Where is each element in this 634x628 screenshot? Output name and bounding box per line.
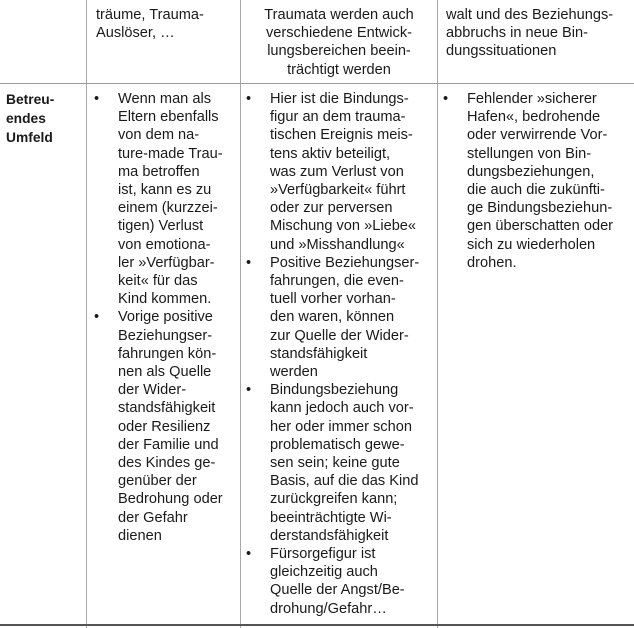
col1-list	[94, 90, 239, 545]
header-text: dungssituationen	[446, 43, 557, 60]
row-label	[6, 90, 54, 147]
header-text: lungsbereichen beein-	[267, 43, 411, 60]
list-item: • Fürsorgefigur ist gleichzeitig auch Quelle der Angst/Be- drohung/Gefahr…	[246, 546, 405, 617]
header-cell-col3	[446, 6, 613, 61]
bullet-icon: •	[443, 91, 449, 107]
row-divider	[0, 83, 634, 84]
bullet-icon: •	[246, 254, 252, 271]
header-cell-col1	[96, 6, 204, 42]
header-text: walt und des Beziehungs-	[446, 7, 614, 23]
bullet-icon: •	[246, 546, 252, 563]
bullet-icon: •	[94, 91, 100, 107]
list-item: • Positive Beziehungser- fahrungen, die even- tuell vorher vorhan- den waren, können zur Quelle der Wider- standsfähigkeit werden	[246, 254, 420, 381]
bullet-icon: •	[94, 309, 100, 326]
row-label-text: Umfeld	[6, 130, 53, 145]
bullet-icon: •	[246, 91, 252, 107]
list-item: • Fehlender »sicherer Hafen«, bedrohende oder verwirrende Vor- stellungen von Bin- dungsbeziehungen, die auch die zukünfti- ge Bindungsbeziehun- gen überschatten oder sich zu wiederholen drohen.	[443, 91, 614, 271]
list-item: • Vorige positive Beziehungser- fahrungen kön- nen als Quelle der Wider- standsfähigkeit oder Resilienz der Familie und des Kindes ge- genüber der Bedrohung oder der Gefahr dienen	[94, 309, 223, 544]
column-divider	[86, 0, 87, 628]
column-divider	[437, 0, 438, 628]
header-cell-col2	[249, 6, 429, 79]
header-text: trächtigt werden	[287, 61, 391, 78]
header-text: Auslöser, …	[96, 25, 175, 42]
bullet-icon: •	[246, 382, 252, 399]
table-bottom-rule	[0, 624, 634, 626]
header-text: abbruchs in neue Bin-	[446, 25, 588, 42]
row-label-text: endes	[6, 111, 46, 126]
header-text: Traumata werden auch	[264, 7, 414, 23]
column-divider	[240, 0, 241, 628]
list-item: • Bindungsbeziehung kann jedoch auch vor- her oder immer schon problematisch gewe- sen sein; keine gute Basis, auf die das Kind zurückgreifen kann; beeinträchtigte Wi- derstandsfähigkeit	[246, 382, 419, 544]
header-text: verschiedene Entwick-	[265, 25, 412, 42]
list-item: • Wenn man als Eltern ebenfalls von dem na- ture-made Trau- ma betroffen ist, kann es zu einem (kurzzei- tigen) Verlust von emotiona- ler »Verfügbar- keit« für das Kind kommen.	[94, 91, 223, 308]
list-item: • Hier ist die Bindungs- figur an dem trauma- tischen Ereignis meis- tens aktiv beteiligt, was zum Verlust von »Verfügbarkeit« führt oder zur perversen Mischung von »Liebe« und »Misshandlung«	[246, 91, 417, 253]
header-text: träume, Trauma-	[96, 7, 204, 23]
col3-list	[443, 90, 633, 272]
row-label-text: Betreu-	[6, 92, 55, 107]
col2-list	[246, 90, 436, 618]
